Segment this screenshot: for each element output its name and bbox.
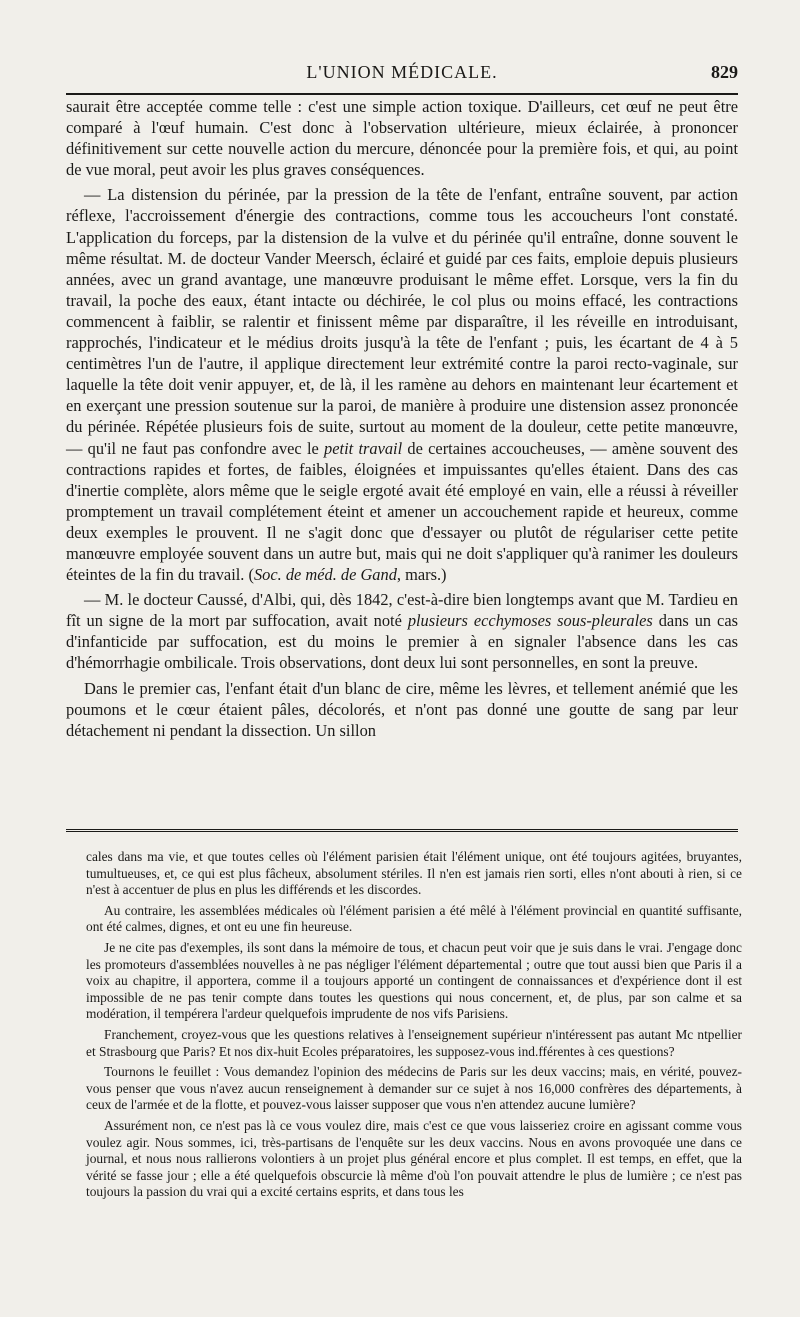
journal-title: L'UNION MÉDICALE. (306, 62, 498, 82)
paragraph-first-case (66, 678, 738, 741)
paragraph-causse-italic: plusieurs ecchymoses sous-pleurales (407, 611, 653, 631)
paragraph-perineum (66, 184, 738, 585)
paragraph-mercury (66, 96, 738, 180)
paragraph-perineum-source: Soc. de méd. de Gand (253, 565, 397, 585)
page-number: 829 (711, 62, 738, 82)
paragraph-causse-text-a: — M. le docteur Caussé, d'Albi, qui, dès 1842, c'est-à-dire bien longtemps avant que M. Tardieu en fît un signe de la mort par suffocation, avait noté (66, 590, 738, 631)
header-rule (66, 93, 738, 95)
paragraph-causse (66, 589, 738, 673)
note-paragraph-5: Tournons le feuillet : Vous demandez l'opinion des médecins de Paris sur les deux vaccins; mais, en vérité, pouvez-vous penser que vous n'avez aucun renseignement à demander sur ce sujet à nos 16,000 confrères des départements, à ceux de l'armée et de la flotte, et pouvez-vous laisser supposer que vous n'en attendez aucune lumière? (86, 1064, 742, 1113)
note-paragraph-4: Franchement, croyez-vous que les questions relatives à l'enseignement supérieur n'intéressent pas autant Mc ntpellier et Strasbourg que Paris? Et nos dix-huit Ecoles préparatoires, les supposez-vous ind.fférentes à ces questions? (86, 1026, 742, 1059)
paragraph-causse-text-b: dans un cas d'infanticide par suffocation, est du moins le premier à en signaler l'absence dans les cas d'hémorrhagie ombilicale. Trois observations, dont deux lui sont personnelles, en sont la preuve. (66, 611, 738, 673)
paragraph-perineum-text-a: — La distension du périnée, par la pression de la tête de l'enfant, entraîne souvent, par action réflexe, l'accroissement d'énergie des contractions, comme tous les accoucheurs l'ont constaté. L'application du forceps, par la distension de la vulve et du périnée qu'il entraîne, donne souvent le même résultat. M. de docteur Vander Meersch, éclairé et guidé par ces faits, emploie depuis plusieurs années, avec un grand avantage, une manœuvre produisant le même effet. Lorsque, vers la fin du travail, la poche des eaux, étant intacte ou déchirée, le col plus ou moins effacé, les contractions commencent à faiblir, se ralentir et finissent même par disparaître, il les réveille en introduisant, rapprochés, l'indicateur et le médius droits jusqu'à la tête de l'enfant ; puis, les écartant de 4 à 5 centimètres l'un de l'autre, il applique directement leur extrémité contre la paroi recto-vaginale, sur laquelle la tête doit venir appuyer, et, de là, il les ramène au dehors en maintenant leur écartement et en exerçant une pression soutenue sur la paroi, de manière à produire une distension assez prononcée du périnée. Répétée plusieurs fois de suite, surtout au moment de la douleur, cette petite manœuvre, — qu'il ne faut pas confondre avec le (66, 185, 738, 458)
footnote-separator (66, 829, 738, 834)
running-header (66, 62, 738, 86)
paragraph-perineum-italic: petit travail (324, 438, 403, 458)
note-paragraph-2: Au contraire, les assemblées médicales où l'élément parisien a été mêlé à l'élément provincial en quantité suffisante, ont été calmes, dignes, et ont eu une fin heureuse. (86, 902, 742, 935)
paragraph-first-case-text: Dans le premier cas, l'enfant était d'un blanc de cire, même les lèvres, et tellement anémié que les poumons et le cœur étaient pâles, décolorés, et n'ont pas donné une goutte de sang par leur détachement ni pendant la dissection. Un sillon (66, 678, 738, 740)
note-paragraph-3: Je ne cite pas d'exemples, ils sont dans la mémoire de tous, et chacun peut voir que je suis dans le vrai. J'engage donc les promoteurs d'assemblées nouvelles à ne pas négliger l'élément départemental ; outre que tout aussi bien que Paris il a voix au chapitre, il apportera, comme il a toujours apporté un contingent de connaissances et d'expérience dont il est impossible de ne pas tenir compte dans toutes les questions qui nous concernent, et, de plus, par son calme et sa modération, il tempérera l'ardeur quelquefois imprudente de nos vifs Parisiens. (86, 939, 742, 1022)
paragraph-mercury-text: saurait être acceptée comme telle : c'est une simple action toxique. D'ailleurs, cet œuf ne peut être comparé à l'œuf humain. C'est donc à l'observation ultérieure, mieux éclairée, à prononcer définitivement sur cette nouvelle action du mercure, dénoncée pour la première fois, et qui, au point de vue moral, peut avoir les plus graves conséquences. (66, 97, 738, 180)
paragraph-perineum-text-b: de certaines accoucheuses, — amène souvent des contractions rapides et fortes, de faibles, éloignées et impuissantes qu'elles étaient. Dans des cas d'inertie complète, alors même que le seigle ergoté avait été employé en vain, elle a réussi à réveiller promptement un travail complétement éteint et amener un accouchement rapide et heureux, comme deux exemples le prouvent. Il ne s'agit donc que d'essayer ou plutôt de régulariser cette petite manœuvre employée souvent dans un autre but, mais qui ne doit s'appliquer qu'à ranimer les douleurs éteintes de la fin du travail. ( (66, 438, 738, 585)
note-paragraph-6: Assurément non, ce n'est pas là ce vous voulez dire, mais c'est ce que vous laisseriez croire en agissant comme vous voulez agir. Nous sommes, ici, très-partisans de l'enquête sur les deux vaccins. Nous en avons provoquée une dans ce journal, et nous nous rallierons volontiers à un projet plus général encore et plus complet. Il est temps, en effet, que la vérité se fasse jour ; elle a été quelquefois obscurcie là même d'où l'on pouvait attendre le plus de lumière ; ce n'est pas toujours la passion du vrai qui a excité certains esprits, et dans tous les (86, 1117, 742, 1200)
note-paragraph-1: cales dans ma vie, et que toutes celles où l'élément parisien était l'élément unique, ont été toujours agitées, bruyantes, tumultueuses, et, ce qui est plus fâcheux, absolument stériles. Il n'en est jamais rien sorti, elles n'ont abouti à rien, si ce n'est à accentuer de plus en plus les différends et les discordes. (86, 849, 742, 898)
main-text (66, 96, 738, 745)
paragraph-perineum-end: , mars.) (396, 565, 447, 585)
footnote-text (86, 849, 742, 1205)
